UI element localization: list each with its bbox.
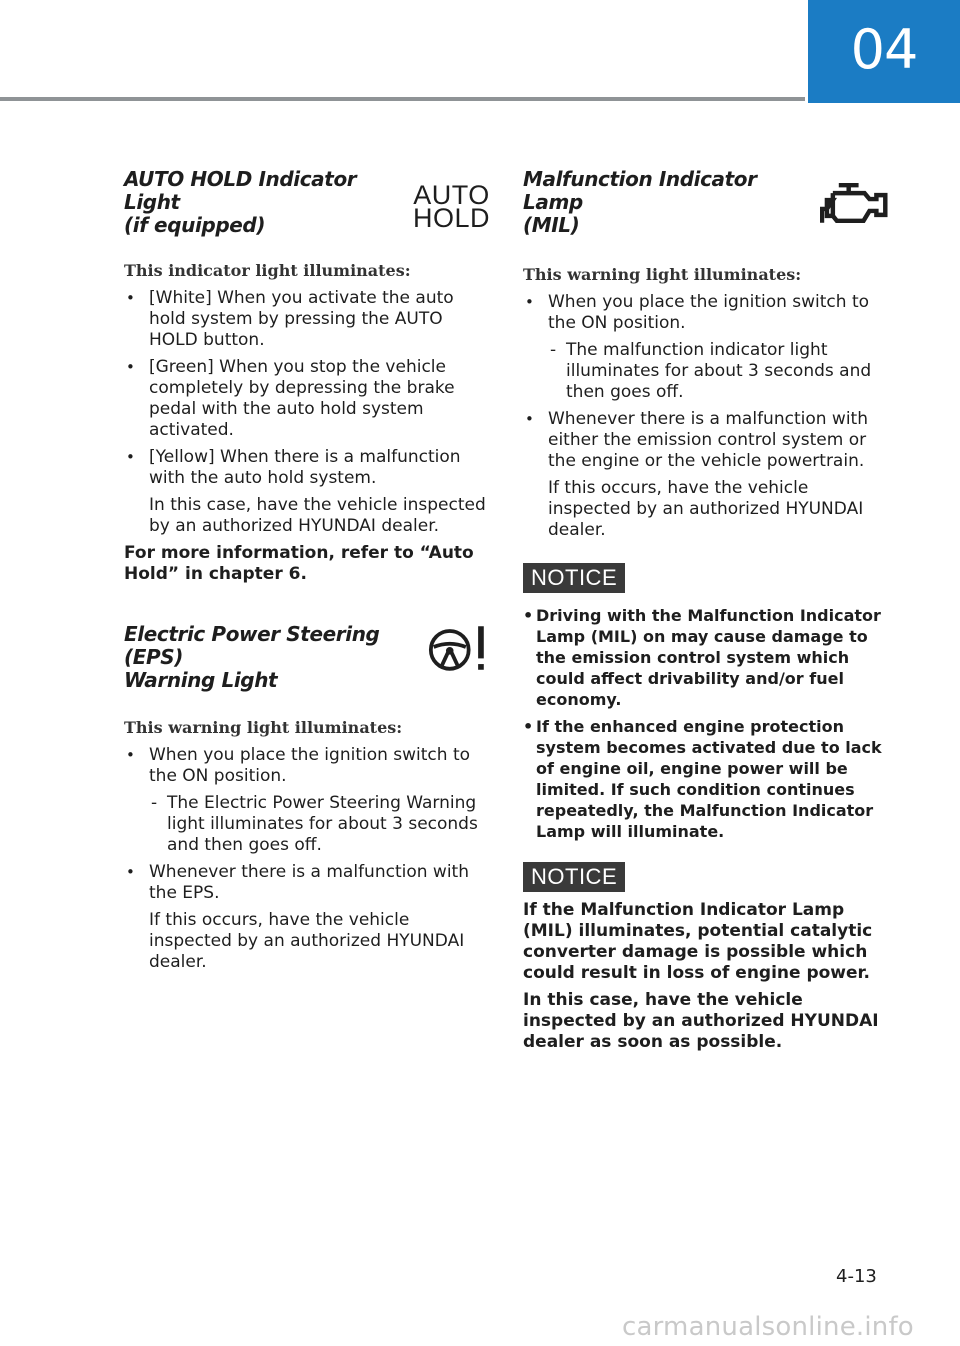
engine-check-icon — [820, 182, 889, 226]
mil-section — [523, 168, 889, 541]
sub-list — [149, 793, 490, 856]
list-item — [523, 409, 889, 541]
notice-item: • If the enhanced engine protection system becomes activated due to lack of engine oil, engine power will be limited. If such condition continues repeatedly, the Malfunction Indicator Lamp will illuminate. — [523, 716, 889, 842]
mil-title: Malfunction Indicator Lamp (MIL) — [523, 167, 757, 237]
list-item — [124, 862, 490, 973]
list-item-text: Whenever there is a malfunction with the EPS. — [149, 862, 469, 903]
notice-paragraph: If the Malfunction Indicator Lamp (MIL) illuminates, potential catalytic converter damage is possible which could result in loss of engine power. — [523, 900, 873, 983]
notice-list — [523, 605, 889, 842]
list-item-text: When you place the ignition switch to the ON position. — [548, 292, 870, 333]
notice-box-2 — [523, 862, 889, 1053]
right-column — [523, 168, 889, 1053]
list-item-text: [Yellow] When there is a malfunction with the auto hold system. — [149, 447, 461, 488]
auto-hold-icon: AUTO HOLD — [412, 180, 490, 233]
eps-list — [124, 745, 490, 973]
left-column — [124, 168, 490, 979]
autohold-title: AUTO HOLD Indicator Light (if equipped) — [124, 167, 357, 237]
chapter-tab: 04 — [808, 0, 960, 103]
list-item: • [Green] When you stop the vehicle completely by depressing the brake pedal with the auto hold system activated. — [124, 357, 490, 441]
notice-badge: NOTICE — [523, 563, 625, 593]
eps-heading — [124, 623, 490, 692]
list-item-continuation: If this occurs, have the vehicle inspected by an authorized HYUNDAI dealer. — [149, 910, 465, 972]
notice-paragraph: In this case, have the vehicle inspected by an authorized HYUNDAI dealer as soon as possible. — [523, 990, 879, 1052]
header-rule — [0, 97, 805, 101]
eps-section — [124, 623, 490, 973]
list-item-continuation: In this case, have the vehicle inspected by an authorized HYUNDAI dealer. — [149, 495, 486, 536]
watermark: carmanualsonline.info — [622, 1312, 914, 1342]
autohold-heading — [124, 168, 490, 237]
autohold-reference: For more information, refer to “Auto Hold” in chapter 6. — [124, 543, 474, 584]
notice-box-1 — [523, 563, 889, 842]
eps-title: Electric Power Steering (EPS) Warning Light — [124, 622, 380, 692]
list-item-text: When you place the ignition switch to the ON position. — [149, 745, 471, 786]
sub-list — [548, 340, 889, 403]
list-item-continuation: If this occurs, have the vehicle inspected by an authorized HYUNDAI dealer. — [548, 478, 864, 540]
notice-item: • Driving with the Malfunction Indicator Lamp (MIL) on may cause damage to the emission control system which could affect drivability and/or fuel economy. — [523, 605, 889, 710]
autohold-list — [124, 288, 490, 537]
steering-warning-icon — [428, 623, 490, 673]
sub-list-item: - The malfunction indicator light illuminates for about 3 seconds and then goes off. — [548, 340, 889, 403]
autohold-intro: This indicator light illuminates: — [124, 261, 411, 280]
page-number: 4-13 — [836, 1266, 877, 1287]
eps-intro: This warning light illuminates: — [124, 718, 403, 737]
list-item — [124, 745, 490, 856]
list-item-text: Whenever there is a malfunction with either the emission control system or the engine or the vehicle powertrain. — [548, 409, 868, 471]
mil-intro: This warning light illuminates: — [523, 265, 802, 284]
notice-badge: NOTICE — [523, 862, 625, 892]
mil-list — [523, 292, 889, 541]
sub-list-item: - The Electric Power Steering Warning light illuminates for about 3 seconds and then goes off. — [149, 793, 490, 856]
autohold-section — [124, 168, 490, 585]
mil-heading — [523, 168, 889, 237]
list-item — [124, 447, 490, 537]
list-item — [523, 292, 889, 403]
list-item: • [White] When you activate the auto hold system by pressing the AUTO HOLD button. — [124, 288, 490, 351]
